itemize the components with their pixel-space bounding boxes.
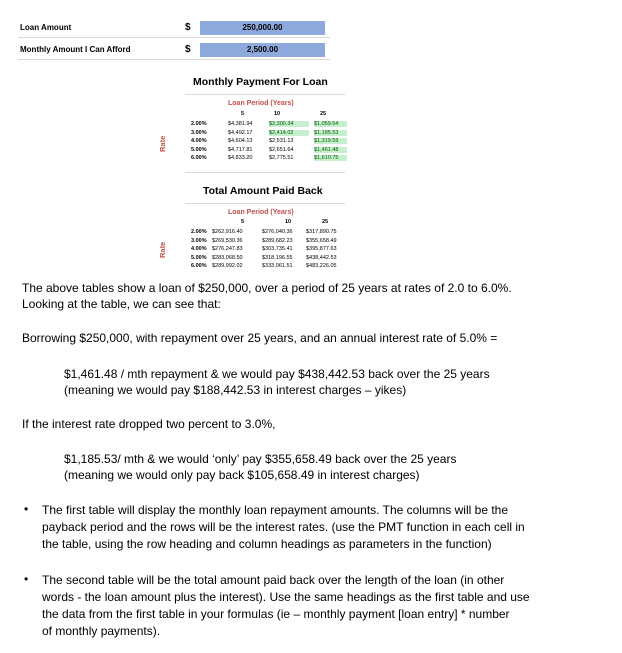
table1-period-header: Loan Period (Years) — [228, 100, 294, 107]
bullet-marker: • — [24, 572, 29, 586]
table1-rate: 5.00% — [191, 146, 207, 153]
table1-cell[interactable]: $4,833.20 — [228, 155, 253, 161]
table1-cell[interactable]: $2,775.51 — [269, 155, 294, 161]
table1-cell[interactable]: $1,319.59 — [314, 138, 347, 144]
table2-cell[interactable]: $276,247.83 — [212, 246, 243, 252]
table1-cell[interactable]: $2,300.34 — [269, 121, 309, 127]
table2-rate: 4.00% — [191, 246, 207, 252]
bullet-2-line-4: of monthly payments). — [42, 624, 161, 638]
table2-cell[interactable]: $269,530.36 — [212, 237, 243, 244]
table1-year-header: 25 — [320, 111, 327, 117]
table1-cell[interactable]: $4,604.13 — [228, 138, 253, 144]
table2-rate: 3.00% — [191, 237, 207, 244]
intro-line-2: Looking at the table, we can see that: — [22, 297, 221, 311]
table2-cell[interactable]: $483,226.05 — [306, 263, 337, 269]
bullet-1-line-1: The first table will display the monthly loan repayment amounts. The columns will be the — [42, 503, 509, 517]
table1-rate: 2.00% — [191, 121, 207, 127]
table1-cell[interactable]: $1,185.53 — [314, 130, 347, 136]
result-2-line-1: $1,185.53/ mth & we would ‘only’ pay $355,658.49 back over the 25 years — [64, 452, 457, 466]
table2-year-header: 10 — [285, 219, 292, 225]
table2-period-header: Loan Period (Years) — [228, 209, 294, 216]
table2-cell[interactable]: $318,196.55 — [262, 254, 293, 261]
table1-rate: 4.00% — [191, 138, 207, 144]
table1-rate: 3.00% — [191, 129, 207, 136]
table2-cell[interactable]: $262,916.40 — [212, 229, 243, 235]
divider — [185, 172, 345, 173]
loan-amount-cell[interactable]: 250,000.00 — [200, 21, 325, 35]
table1-cell[interactable]: $2,531.13 — [269, 138, 294, 144]
bullet-2-line-2: words - the loan amount plus the interest). Use the same headings as the first table and use — [42, 590, 530, 604]
table1-cell[interactable]: $1,461.48 — [314, 147, 347, 153]
table2-cell[interactable]: $317,890.75 — [306, 229, 337, 235]
result-2-line-2: (meaning we would only pay back $105,658.49 in interest charges) — [64, 468, 420, 482]
monthly-amount-label: Monthly Amount I Can Afford — [20, 45, 131, 54]
table1-cell[interactable]: $2,651.64 — [269, 146, 294, 153]
divider — [185, 94, 345, 95]
table2-rate: 6.00% — [191, 263, 207, 269]
table1-cell[interactable]: $4,492.17 — [228, 129, 253, 136]
loan-amount-label: Loan Amount — [20, 23, 72, 32]
monthly-amount-cell[interactable]: 2,500.00 — [200, 43, 325, 57]
table2-rate-label: Rate — [158, 241, 167, 258]
table2-cell[interactable]: $438,442.53 — [306, 254, 337, 261]
table2-title: Total Amount Paid Back — [203, 185, 323, 197]
bullet-marker: • — [24, 502, 29, 516]
table2-cell[interactable]: $333,061.51 — [262, 263, 293, 269]
table1-cell[interactable]: $1,059.64 — [314, 121, 347, 127]
table1-cell[interactable]: $4,381.94 — [228, 121, 253, 127]
table1-cell[interactable]: $4,717.81 — [228, 146, 253, 153]
bullet-2-line-1: The second table will be the total amount paid back over the length of the loan (in other — [42, 573, 505, 587]
result-1-line-2: (meaning we would pay $188,442.53 in interest charges – yikes) — [64, 383, 407, 397]
table1-cell[interactable]: $2,414.02 — [269, 130, 309, 136]
bullet-1-line-3: the table, using the row heading and column headings as parameters in the function) — [42, 537, 492, 551]
table1-year-header: 10 — [274, 111, 281, 117]
table1-cell[interactable]: $1,610.75 — [314, 155, 347, 161]
intro-line-1: The above tables show a loan of $250,000, over a period of 25 years at rates of 2.0 to 6.0%. — [22, 281, 512, 295]
table1-rate-label: Rate — [158, 135, 167, 152]
bullet-1-line-2: payback period and the rows will be the interest rates. (use the PMT function in each cell in — [42, 520, 525, 534]
table2-rate: 2.00% — [191, 229, 207, 235]
divider — [18, 59, 330, 60]
table2-year-header: 5 — [241, 219, 245, 225]
monthly-amount-currency: $ — [185, 44, 191, 55]
table1-title: Monthly Payment For Loan — [193, 76, 328, 88]
table2-rate: 5.00% — [191, 254, 207, 261]
table1-year-header: 5 — [241, 111, 245, 117]
example-2: If the interest rate dropped two percent to 3.0%, — [22, 417, 276, 431]
table2-cell[interactable]: $289,992.02 — [212, 263, 243, 269]
monthly-amount-row — [0, 42, 400, 60]
table2-cell[interactable]: $289,682.23 — [262, 237, 293, 244]
result-1-line-1: $1,461.48 / mth repayment & we would pay $438,442.53 back over the 25 years — [64, 367, 490, 381]
example-1: Borrowing $250,000, with repayment over 25 years, and an annual interest rate of 5.0% = — [22, 331, 498, 345]
table2-cell[interactable]: $283,068.50 — [212, 254, 243, 261]
loan-amount-row — [0, 20, 400, 38]
table1-rate: 6.00% — [191, 155, 207, 161]
table2-year-header: 25 — [322, 219, 329, 225]
table2-cell[interactable]: $355,658.49 — [306, 237, 337, 244]
divider — [185, 203, 345, 204]
table2-cell[interactable]: $276,040.36 — [262, 229, 293, 235]
bullet-2-line-3: the data from the first table in your formulas (ie – monthly payment [loan entry] * number — [42, 607, 510, 621]
loan-amount-currency: $ — [185, 22, 191, 33]
divider — [18, 37, 330, 38]
table2-cell[interactable]: $303,735.41 — [262, 246, 293, 252]
table2-cell[interactable]: $395,877.63 — [306, 246, 337, 252]
